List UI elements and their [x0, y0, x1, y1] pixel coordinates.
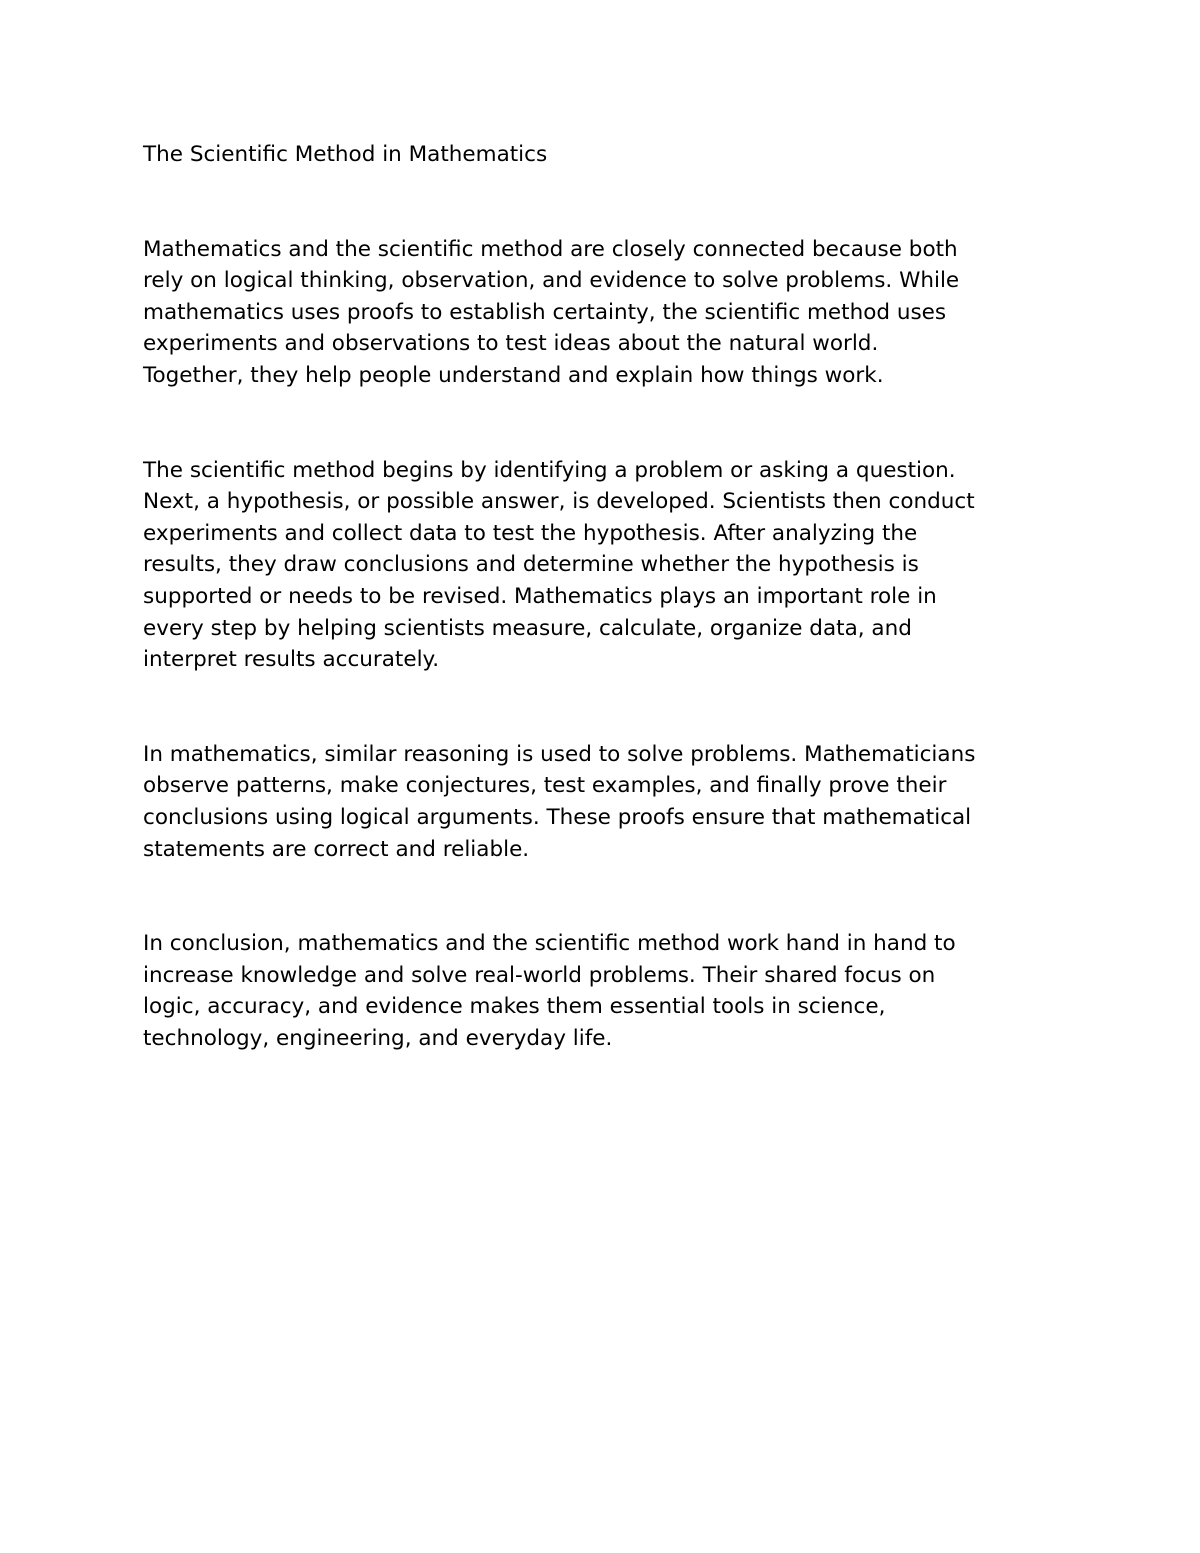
- paragraph-conclusion: [143, 928, 1063, 1054]
- paragraph-line: Together, they help people understand and explain how things work.: [143, 362, 884, 388]
- paragraph-line: logic, accuracy, and evidence makes them essential tools in science,: [143, 994, 886, 1020]
- paragraph-introduction: [143, 234, 1063, 392]
- paragraph-line: experiments and collect data to test the hypothesis. After analyzing the: [143, 520, 918, 546]
- paragraph-line: supported or needs to be revised. Mathematics plays an important role in: [143, 583, 937, 609]
- paragraph-line: observe patterns, make conjectures, test examples, and finally prove their: [143, 773, 947, 799]
- paragraph-line: every step by helping scientists measure, calculate, organize data, and: [143, 615, 912, 641]
- paragraph-line: conclusions using logical arguments. These proofs ensure that mathematical: [143, 804, 972, 830]
- paragraph-scientific-method-steps: [143, 455, 1063, 676]
- paragraph-line: increase knowledge and solve real-world problems. Their shared focus on: [143, 962, 936, 988]
- paragraph-line: In conclusion, mathematics and the scientific method work hand in hand to: [143, 931, 956, 957]
- document-body: [143, 139, 1063, 1117]
- paragraph-line: interpret results accurately.: [143, 647, 440, 673]
- document-title: The Scientific Method in Mathematics: [143, 142, 548, 167]
- paragraph-line: rely on logical thinking, observation, and evidence to solve problems. While: [143, 268, 960, 294]
- paragraph-line: Next, a hypothesis, or possible answer, is developed. Scientists then conduct: [143, 489, 975, 515]
- paragraph-mathematical-reasoning: [143, 739, 1063, 865]
- paragraph-line: statements are correct and reliable.: [143, 836, 530, 862]
- paragraph-line: Mathematics and the scientific method are closely connected because both: [143, 236, 958, 262]
- paragraph-line: technology, engineering, and everyday life.: [143, 1025, 613, 1051]
- paragraph-line: experiments and observations to test ideas about the natural world.: [143, 331, 879, 357]
- paragraph-line: results, they draw conclusions and determine whether the hypothesis is: [143, 552, 919, 578]
- paragraph-line: mathematics uses proofs to establish certainty, the scientific method uses: [143, 299, 947, 325]
- paragraph-line: In mathematics, similar reasoning is used to solve problems. Mathematicians: [143, 741, 976, 767]
- paragraph-line: The scientific method begins by identifying a problem or asking a question.: [143, 457, 956, 483]
